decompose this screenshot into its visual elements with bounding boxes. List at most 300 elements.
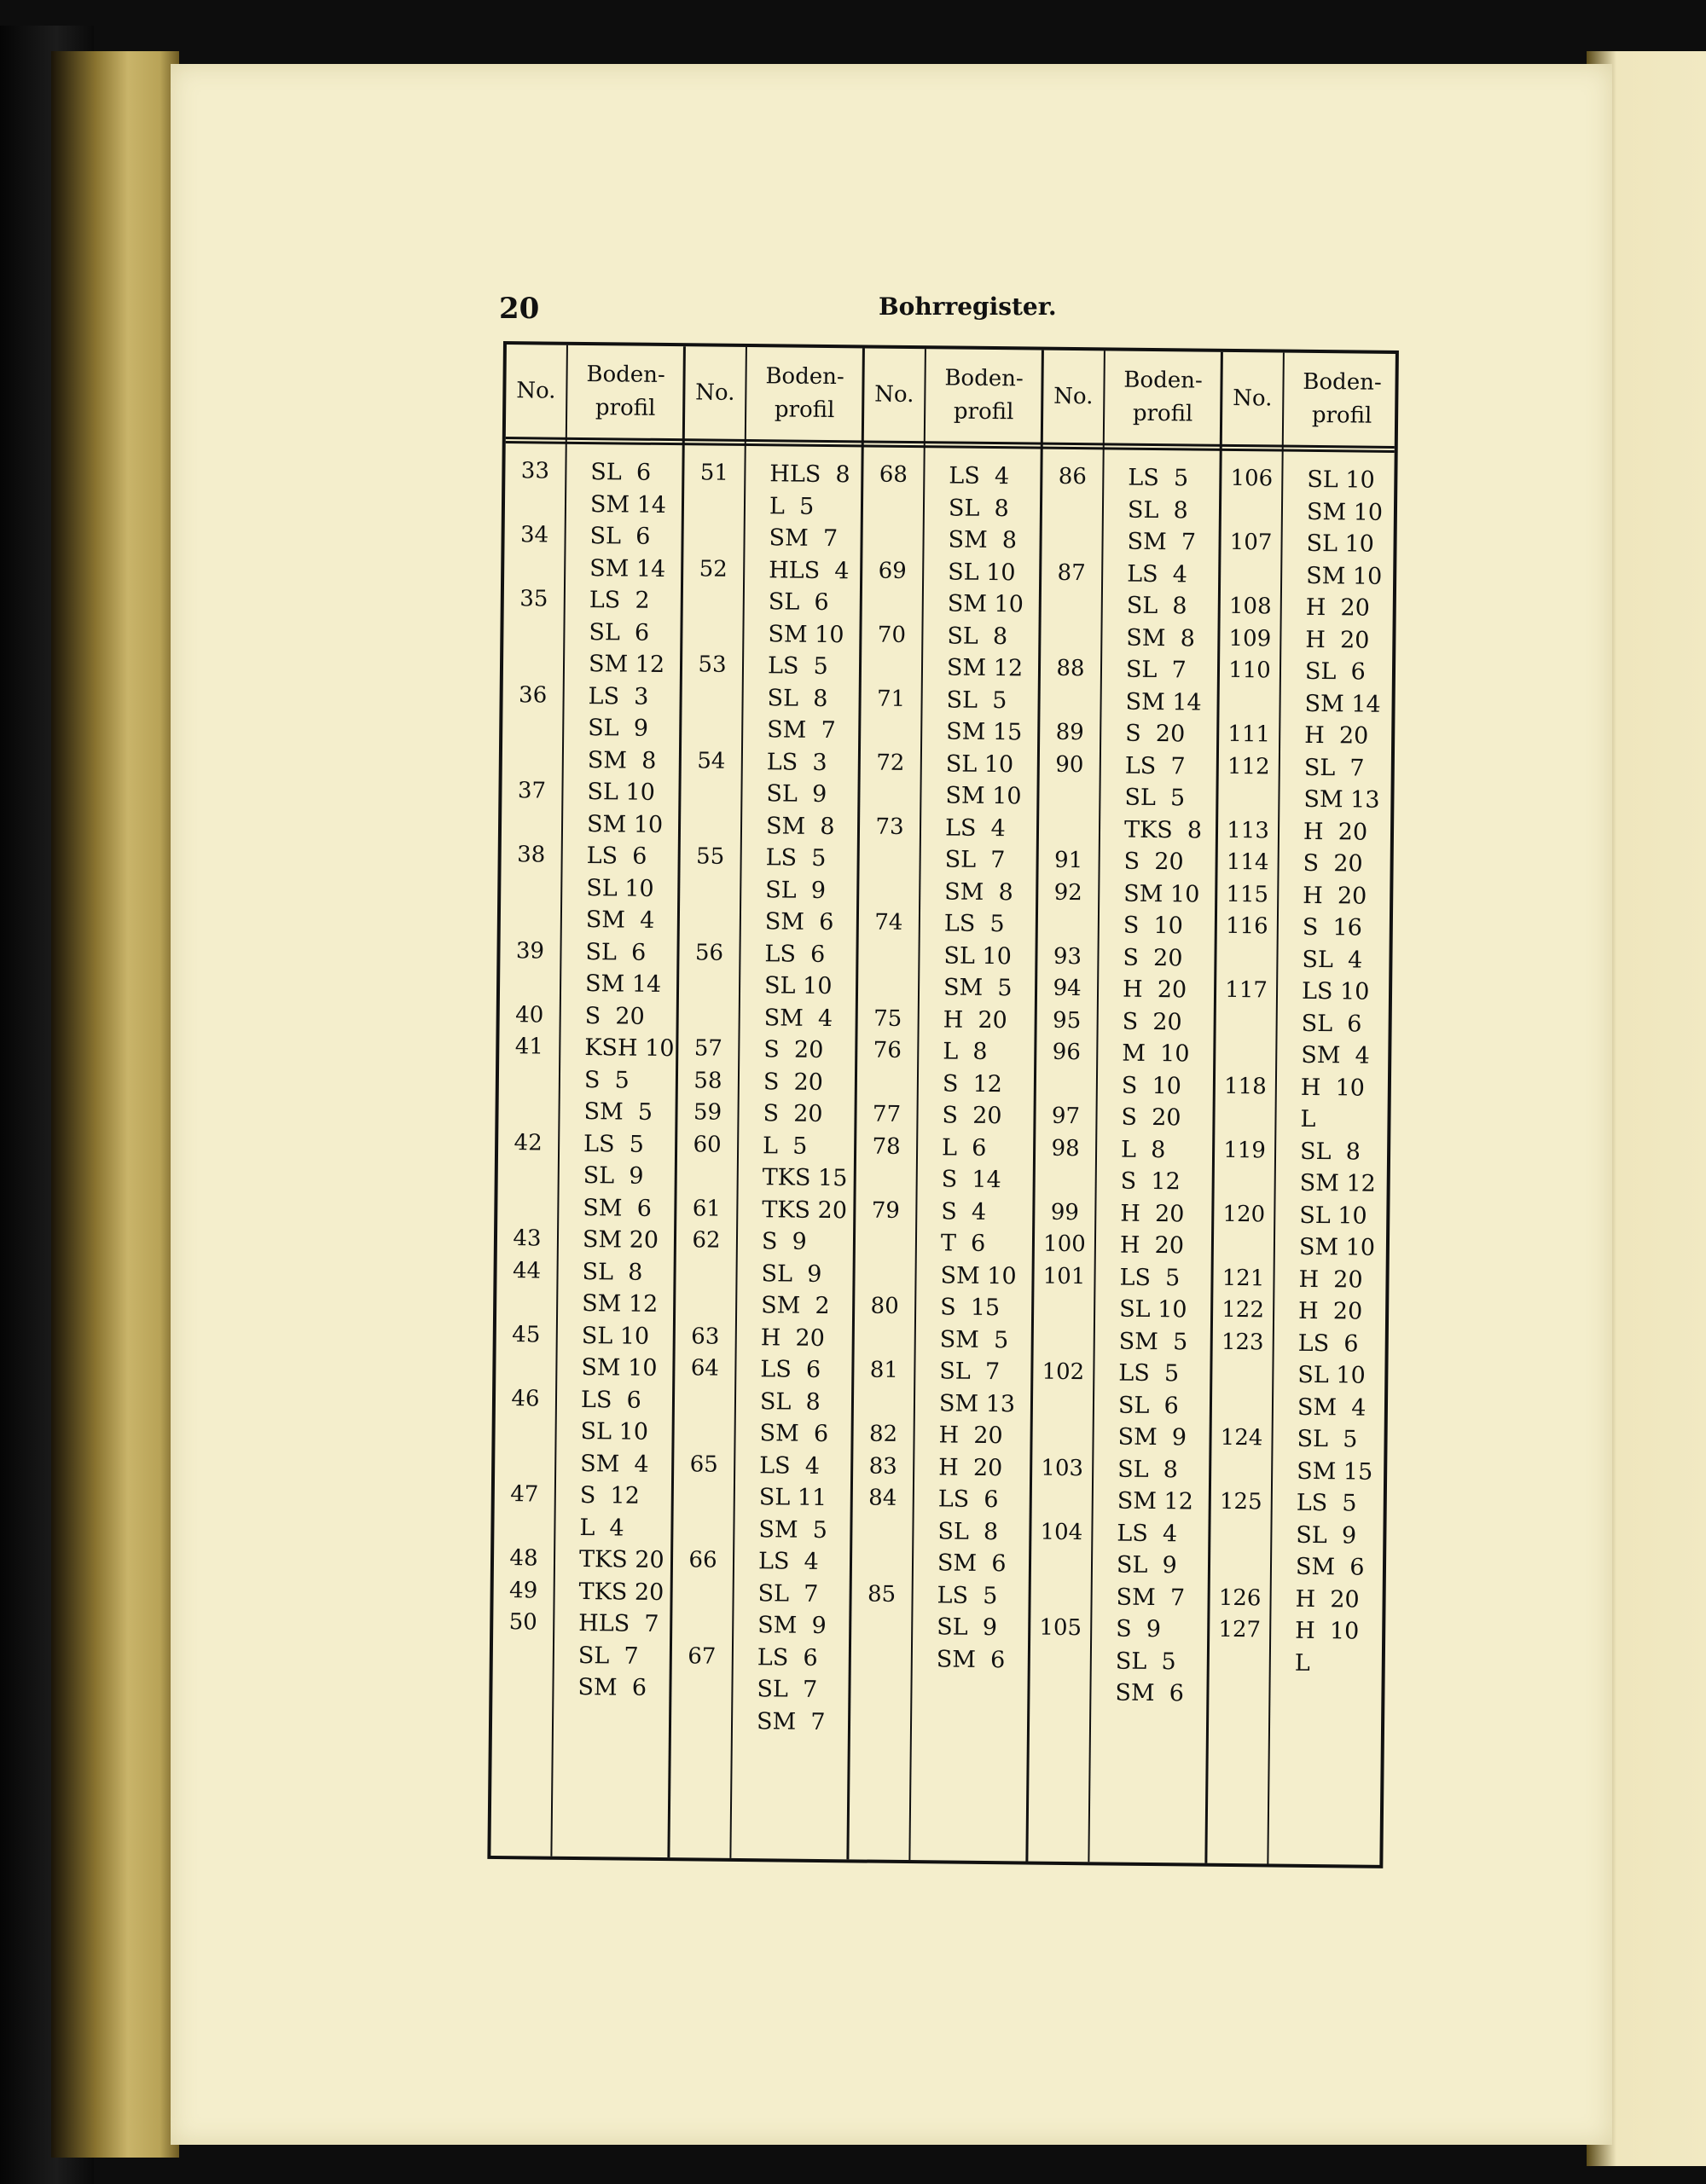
entry-bodenprofil: [1277, 848, 1396, 881]
soil-layer: SM 7: [769, 524, 838, 553]
soil-layer: SL 10: [587, 779, 656, 806]
entry-number: 38: [516, 842, 546, 868]
register-entry: [858, 1003, 1037, 1037]
soil-layer: LS 5: [1119, 1264, 1181, 1291]
soil-layer: TKS 20: [762, 1196, 848, 1224]
entry-bodenprofil: [1273, 1295, 1392, 1329]
soil-layer: LS 3: [588, 682, 649, 710]
entry-number: 69: [878, 558, 907, 584]
entry-bodenprofil: [1098, 845, 1217, 878]
soil-layer: SL 10: [581, 1322, 650, 1350]
register-entry: [851, 1579, 1031, 1677]
entry-number: 96: [1052, 1039, 1082, 1066]
register-entry: [1041, 557, 1221, 655]
soil-layer: H 20: [1304, 721, 1369, 750]
entry-number: 100: [1042, 1231, 1086, 1258]
soil-layer: SL 9: [937, 1613, 998, 1642]
entry-bodenprofil: [913, 1451, 1032, 1485]
entry-number: 56: [694, 939, 724, 966]
soil-layer: LS 2: [589, 587, 650, 614]
soil-layer: SL 10: [948, 558, 1016, 586]
soil-layer: LS 4: [949, 462, 1010, 490]
register-entry: [852, 1482, 1032, 1580]
soil-layer: S 20: [1122, 1008, 1182, 1035]
register-entry: [1221, 463, 1401, 529]
entry-bodenprofil: [564, 520, 684, 585]
entry-bodenprofil: [555, 1319, 676, 1384]
soil-layer: SL 9: [766, 780, 827, 808]
entry-bodenprofil: [911, 1579, 1031, 1677]
soil-layer: SM 10: [1306, 562, 1383, 590]
entry-number: 80: [870, 1293, 899, 1319]
soil-layer: SM 6: [759, 1420, 829, 1448]
soil-layer: SL 8: [767, 684, 828, 712]
page-edges: [51, 51, 179, 2158]
entry-number: 92: [1053, 879, 1082, 906]
entry-bodenprofil: [731, 1641, 851, 1738]
entry-number: 78: [872, 1133, 901, 1160]
soil-layer: LS 3: [766, 748, 827, 776]
entry-number: 45: [512, 1321, 541, 1348]
soil-layer: SM 4: [580, 1450, 649, 1478]
entry-number: 112: [1227, 753, 1270, 779]
register-entry: [501, 839, 681, 937]
register-entry: [853, 1451, 1032, 1485]
soil-layer: SM 4: [585, 907, 655, 934]
register-entry: [677, 1129, 857, 1195]
soil-layer: SM 8: [587, 746, 657, 774]
soil-layer: SL 6: [1304, 658, 1366, 686]
soil-layer: H 20: [1120, 1200, 1185, 1227]
soil-layer: HLS 8: [769, 461, 850, 489]
entry-bodenprofil: [1274, 1135, 1395, 1200]
entry-number: 91: [1053, 847, 1083, 874]
soil-layer: LS 5: [765, 844, 827, 872]
entry-number: 126: [1218, 1584, 1262, 1611]
entry-number: 123: [1221, 1329, 1264, 1355]
soil-layer: SM 10: [586, 810, 664, 838]
entry-bodenprofil: [737, 1098, 856, 1131]
soil-layer: L 8: [1120, 1136, 1166, 1163]
entry-bodenprofil: [918, 1004, 1037, 1037]
soil-layer: L 8: [943, 1038, 988, 1065]
soil-layer: LS 6: [1297, 1330, 1359, 1358]
entry-bodenprofil: [1096, 1037, 1216, 1102]
entry-number: 83: [868, 1453, 897, 1480]
entry-bodenprofil: [1281, 464, 1401, 529]
register-entry: [856, 1131, 1036, 1196]
soil-layer: SL 8: [937, 1517, 999, 1545]
entry-bodenprofil: [565, 456, 685, 521]
register-entry: [1035, 1196, 1214, 1231]
entry-bodenprofil: [919, 812, 1039, 909]
entry-number: 127: [1218, 1616, 1262, 1643]
soil-layer: S 10: [1121, 1072, 1182, 1099]
entry-bodenprofil: [554, 1544, 673, 1577]
soil-layer: SL 10: [945, 750, 1014, 778]
entry-bodenprofil: [740, 842, 860, 939]
soil-layer: H 20: [1297, 1297, 1363, 1325]
entry-bodenprofil: [1090, 1517, 1210, 1614]
entry-bodenprofil: [913, 1419, 1032, 1452]
entry-bodenprofil: [1097, 973, 1216, 1006]
register-entry: [856, 1098, 1036, 1133]
entry-bodenprofil: [1092, 1453, 1212, 1518]
register-entry: [495, 1382, 675, 1480]
entry-bodenprofil: [554, 1383, 675, 1480]
register-entry: [861, 683, 1041, 749]
register-entry: [676, 1225, 856, 1323]
soil-layer: S 20: [1303, 849, 1363, 878]
soil-layer: LS 5: [937, 1581, 998, 1609]
soil-layer: L: [1294, 1649, 1310, 1677]
register-entry: [680, 841, 860, 939]
register-entry: [1036, 1005, 1216, 1039]
soil-layer: SM 12: [1117, 1487, 1194, 1515]
register-entry: [854, 1354, 1034, 1420]
soil-layer: SL 7: [757, 1676, 818, 1703]
register-entry: [1217, 878, 1396, 912]
soil-layer: SM 6: [1115, 1679, 1185, 1707]
register-entry: [1221, 527, 1401, 593]
soil-layer: LS 4: [757, 1548, 819, 1575]
header-bodenprofil: [745, 347, 865, 440]
soil-layer: TKS 8: [1123, 816, 1203, 844]
soil-layer: SM 5: [943, 974, 1013, 1002]
register-entry: [673, 1449, 853, 1547]
soil-layer: HLS 7: [578, 1610, 659, 1637]
soil-layer: SM 8: [765, 812, 835, 840]
register-entry: [1213, 1295, 1392, 1329]
entry-number: 71: [876, 686, 906, 712]
soil-layer: L 5: [769, 492, 815, 520]
entry-number: 118: [1223, 1073, 1267, 1099]
entry-bodenprofil: [739, 937, 859, 1034]
soil-layer: LS 6: [760, 1356, 821, 1383]
entry-bodenprofil: [1100, 717, 1219, 750]
soil-layer: SM 14: [1304, 690, 1381, 718]
soil-layer: H 20: [938, 1422, 1003, 1450]
entry-bodenprofil: [918, 907, 1038, 1005]
entry-bodenprofil: [742, 553, 862, 651]
entry-number: 42: [514, 1129, 543, 1156]
register-entry: [1034, 1260, 1214, 1358]
entry-bodenprofil: [1276, 912, 1396, 976]
soil-layer: SM 13: [938, 1389, 1016, 1417]
soil-layer: SL 10: [580, 1418, 649, 1445]
soil-layer: SL 7: [577, 1642, 639, 1670]
entry-number: 72: [876, 750, 905, 776]
entry-number: 93: [1053, 943, 1082, 970]
entry-number: 98: [1051, 1135, 1080, 1162]
entry-number: 105: [1039, 1614, 1082, 1642]
soil-layer: S 9: [761, 1228, 807, 1255]
entry-number: 34: [519, 522, 549, 548]
register-entry: [1032, 1452, 1212, 1518]
entry-number: 121: [1221, 1265, 1265, 1291]
entry-bodenprofil: [914, 1355, 1034, 1420]
register-entry: [505, 455, 685, 521]
register-entry: [500, 999, 679, 1033]
header-bodenprofil: [1103, 350, 1223, 443]
entry-number: 119: [1223, 1137, 1267, 1163]
entry-number: 63: [691, 1323, 720, 1350]
soil-layer: S 12: [942, 1069, 1003, 1098]
entry-number: 57: [693, 1035, 723, 1062]
register-entry: [1218, 814, 1397, 849]
entry-bodenprofil: [736, 1193, 856, 1226]
entry-bodenprofil: [554, 1480, 674, 1544]
register-entry: [1212, 1326, 1392, 1424]
soil-layer: SM 10: [940, 1261, 1017, 1289]
register-entry: [1216, 911, 1396, 976]
soil-layer: H 20: [1305, 594, 1371, 622]
soil-layer: SM 8: [948, 526, 1018, 554]
entry-number: 35: [519, 586, 548, 612]
soil-layer: SL 8: [1126, 592, 1187, 620]
entry-bodenprofil: [1269, 1583, 1389, 1616]
header-profil-label: profil: [595, 395, 656, 421]
header-bodenprofil: [924, 349, 1044, 442]
header-profil-label: profil: [1132, 400, 1193, 427]
entry-bodenprofil: [922, 556, 1042, 621]
soil-layer: L 4: [579, 1514, 624, 1542]
entry-number: 47: [510, 1481, 539, 1508]
entry-number: 113: [1227, 817, 1270, 843]
register-entry: [1040, 653, 1220, 719]
entry-bodenprofil: [1094, 1229, 1214, 1262]
soil-layer: SL 9: [1296, 1521, 1357, 1550]
entry-bodenprofil: [1097, 941, 1216, 975]
soil-layer: LS 5: [1118, 1359, 1180, 1387]
register-entry: [858, 907, 1038, 1005]
header-no: [506, 345, 566, 437]
entry-number: 54: [697, 747, 726, 774]
soil-layer: HLS 4: [769, 556, 850, 584]
soil-layer: SL 10: [586, 874, 654, 902]
entry-number: 37: [517, 778, 547, 804]
header-no-label: No.: [1053, 383, 1094, 409]
entry-bodenprofil: [1095, 1133, 1216, 1198]
register-entry: [1210, 1614, 1390, 1680]
entry-number: 106: [1230, 465, 1274, 492]
entry-number: 81: [869, 1357, 899, 1383]
soil-layer: SM 14: [589, 490, 667, 518]
register-column: [1030, 449, 1221, 1711]
soil-layer: SL 5: [1297, 1425, 1358, 1453]
entry-bodenprofil: [916, 1132, 1036, 1196]
soil-layer: SL 10: [1118, 1295, 1187, 1324]
entry-number: 52: [699, 555, 728, 582]
header-no: [1043, 350, 1104, 443]
register-column: [671, 445, 864, 1738]
soil-layer: S 9: [1116, 1615, 1162, 1643]
soil-layer: SL 6: [1301, 1010, 1362, 1038]
page-title: Bohrregister.: [879, 293, 1057, 321]
register-entry: [1035, 1229, 1214, 1263]
header-boden-label: Boden-: [586, 362, 665, 388]
entry-number: 60: [693, 1131, 722, 1158]
entry-number: 120: [1222, 1201, 1266, 1227]
register-entry: [1213, 1262, 1392, 1296]
entry-bodenprofil: [743, 458, 863, 555]
soil-layer: SL 7: [1125, 656, 1187, 684]
soil-layer: SL 5: [946, 686, 1007, 714]
soil-layer: SL 8: [948, 494, 1009, 522]
soil-layer: H 20: [1303, 818, 1368, 846]
register-entry: [1038, 877, 1218, 942]
entry-number: 79: [871, 1197, 901, 1224]
soil-layer: SM 5: [1118, 1328, 1188, 1355]
entry-number: 51: [699, 460, 729, 486]
soil-layer: SM 10: [1306, 498, 1384, 526]
soil-layer: SM 10: [581, 1354, 658, 1382]
entry-number: 109: [1228, 625, 1272, 652]
register-entry: [1032, 1357, 1212, 1455]
entry-bodenprofil: [1099, 750, 1219, 847]
soil-layer: SL 8: [759, 1387, 821, 1416]
soil-layer: SL 8: [1299, 1138, 1361, 1166]
soil-layer: SL 6: [590, 459, 652, 486]
entry-bodenprofil: [916, 1099, 1036, 1133]
soil-layer: SM 10: [1298, 1233, 1376, 1261]
soil-layer: S 20: [942, 1102, 1002, 1130]
soil-layer: M 10: [1122, 1040, 1190, 1068]
header-profil-label: profil: [953, 398, 1014, 426]
register-entry: [496, 1254, 676, 1320]
register-entry: [500, 936, 680, 1001]
register-entry: [1038, 845, 1217, 879]
entry-number: 70: [877, 622, 907, 648]
register-entry: [494, 1479, 674, 1544]
register-entry: [1219, 719, 1398, 753]
entry-bodenprofil: [1280, 528, 1401, 593]
soil-layer: SL 10: [1299, 1202, 1367, 1230]
entry-number: 76: [873, 1037, 902, 1063]
soil-layer: LS 6: [757, 1643, 818, 1671]
soil-layer: SL 4: [1302, 946, 1363, 974]
entry-number: 75: [873, 1005, 902, 1032]
soil-layer: H 20: [938, 1453, 1003, 1481]
entry-bodenprofil: [1270, 1486, 1390, 1584]
register-column: [851, 447, 1043, 1676]
soil-layer: SM 10: [1123, 880, 1200, 908]
entry-number: 114: [1226, 849, 1269, 876]
soil-layer: TKS 20: [578, 1546, 664, 1574]
entry-bodenprofil: [1277, 879, 1396, 912]
entry-bodenprofil: [732, 1545, 852, 1642]
soil-layer: LS 5: [943, 910, 1005, 938]
register-entry: [862, 459, 1042, 557]
soil-layer: S 12: [1120, 1167, 1181, 1196]
register-entry: [677, 1097, 856, 1131]
soil-layer: SL 10: [1297, 1361, 1366, 1389]
entry-bodenprofil: [556, 1255, 676, 1320]
soil-layer: SL 9: [1116, 1551, 1177, 1579]
register-entry: [1220, 623, 1399, 657]
soil-layer: LS 4: [1127, 560, 1188, 588]
soil-layer: SL 7: [1303, 754, 1365, 782]
register-entry: [504, 519, 684, 585]
soil-layer: SM 7: [767, 716, 836, 744]
soil-layer: L 6: [941, 1133, 987, 1162]
entry-bodenprofil: [738, 1034, 857, 1067]
soil-layer: SM 2: [761, 1292, 830, 1320]
soil-layer: H 20: [1303, 882, 1367, 910]
register-entry: [862, 555, 1042, 621]
register-entry: [855, 1290, 1035, 1356]
entry-bodenprofil: [920, 684, 1041, 749]
entry-bodenprofil: [921, 620, 1042, 685]
soil-layer: SM 20: [582, 1226, 659, 1254]
soil-layer: H 20: [1122, 976, 1187, 1004]
entry-number: 44: [512, 1257, 542, 1284]
register-entry: [1037, 973, 1216, 1007]
entry-number: 111: [1227, 721, 1271, 748]
header-no-label: No.: [1233, 385, 1273, 411]
entry-number: 67: [688, 1642, 717, 1670]
soil-layer: SL 6: [589, 523, 651, 550]
register-entry: [1214, 1198, 1394, 1264]
entry-number: 43: [513, 1225, 542, 1252]
register-entry: [1215, 1070, 1395, 1136]
entry-number: 59: [693, 1099, 722, 1126]
soil-layer: SM 10: [945, 782, 1022, 810]
register-entry: [502, 775, 682, 841]
register-entry: [1217, 847, 1396, 881]
header-boden-label: Boden-: [765, 363, 844, 391]
entry-bodenprofil: [1278, 751, 1398, 816]
entry-bodenprofil: [735, 1225, 856, 1323]
entry-number: 122: [1221, 1296, 1265, 1324]
soil-layer: S 20: [1123, 944, 1183, 971]
soil-layer: LS 7: [1124, 752, 1186, 779]
entry-bodenprofil: [1094, 1197, 1214, 1231]
table-body: [490, 443, 1394, 1865]
soil-layer: SM 4: [1301, 1041, 1370, 1069]
register-entry: [672, 1544, 852, 1642]
entry-bodenprofil: [920, 748, 1040, 813]
entry-bodenprofil: [562, 680, 682, 777]
soil-layer: LS 5: [767, 652, 828, 681]
soil-layer: SM 7: [756, 1707, 826, 1735]
entry-bodenprofil: [917, 1035, 1037, 1100]
soil-layer: SL 11: [758, 1484, 827, 1512]
entry-bodenprofil: [1280, 592, 1400, 625]
entry-bodenprofil: [1089, 1613, 1210, 1710]
register-entry: [1218, 750, 1398, 816]
entry-bodenprofil: [1275, 976, 1396, 1073]
soil-layer: SM 12: [588, 651, 665, 679]
register-entry: [1210, 1486, 1390, 1584]
entry-number: 73: [875, 814, 904, 840]
soil-layer: SL 9: [765, 876, 827, 904]
entry-number: 61: [692, 1195, 722, 1222]
soil-layer: S 14: [941, 1166, 1001, 1194]
header-bodenprofil: [566, 345, 686, 438]
register-entry: [1036, 1133, 1216, 1198]
header-profil-label: profil: [1311, 402, 1372, 429]
soil-layer: SL 8: [947, 622, 1008, 650]
soil-layer: LS 6: [937, 1486, 999, 1514]
entry-bodenprofil: [552, 1608, 672, 1705]
entry-number: 117: [1225, 976, 1268, 1004]
soil-layer: SL 9: [588, 715, 649, 742]
entry-number: 39: [515, 937, 545, 965]
soil-layer: SM 6: [937, 1550, 1007, 1578]
soil-layer: SM 6: [936, 1645, 1006, 1673]
soil-layer: LS 6: [764, 940, 826, 968]
